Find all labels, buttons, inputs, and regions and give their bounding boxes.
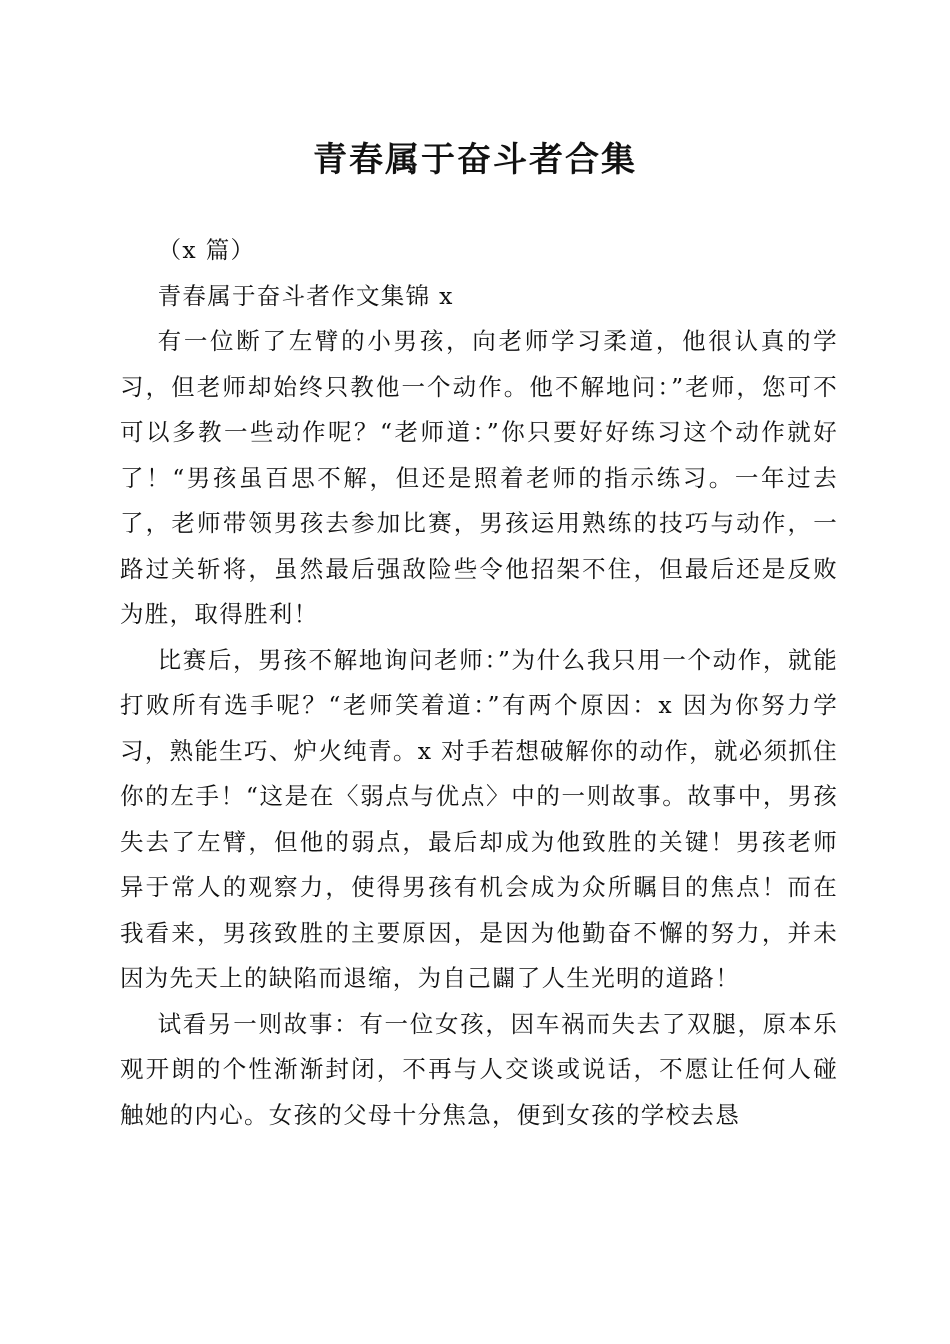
document-body: [120, 228, 838, 1138]
subheading: （x 篇）: [157, 236, 256, 264]
section-title: 青春属于奋斗者作文集锦 x: [157, 281, 454, 310]
paragraph-2: 比赛后，男孩不解地询问老师：”为什么我只用一个动作，就能打败所有选手呢？“老师笑着道：”有两个原因：x 因为你努力学习，熟能生巧、炉火纯青。x 对手若想破解你的动作，就必须抓住你的左手！“这是在〈弱点与优点〉中的一则故事。故事中，男孩失去了左臂，但他的弱点，最后却成为他致胜的关键！男孩老师异于常人的观察力，使得男孩有机会成为众所瞩目的焦点！而在我看来，男孩致胜的主要原因，是因为他勤奋不懈的努力，并未因为先天上的缺陷而退缩，为自己闢了人生光明的道路！: [120, 645, 838, 992]
document-title: 青春属于奋斗者合集: [313, 140, 637, 180]
paragraph-1: 有一位断了左臂的小男孩，向老师学习柔道，他很认真的学习，但老师却始终只教他一个动作。他不解地问：”老师，您可不可以多教一些动作呢？“老师道：”你只要好好练习这个动作就好了！“男孩虽百思不解，但还是照着老师的指示练习。一年过去了，老师带领男孩去参加比赛，男孩运用熟练的技巧与动作，一路过关斩将，虽然最后强敌险些令他招架不住，但最后还是反败为胜，取得胜利！: [120, 327, 838, 628]
paragraph-3: 试看另一则故事：有一位女孩，因车祸而失去了双腿，原本乐观开朗的个性渐渐封闭，不再与人交谈或说话，不愿让任何人碰触她的内心。女孩的父母十分焦急，便到女孩的学校去恳: [120, 1009, 838, 1129]
